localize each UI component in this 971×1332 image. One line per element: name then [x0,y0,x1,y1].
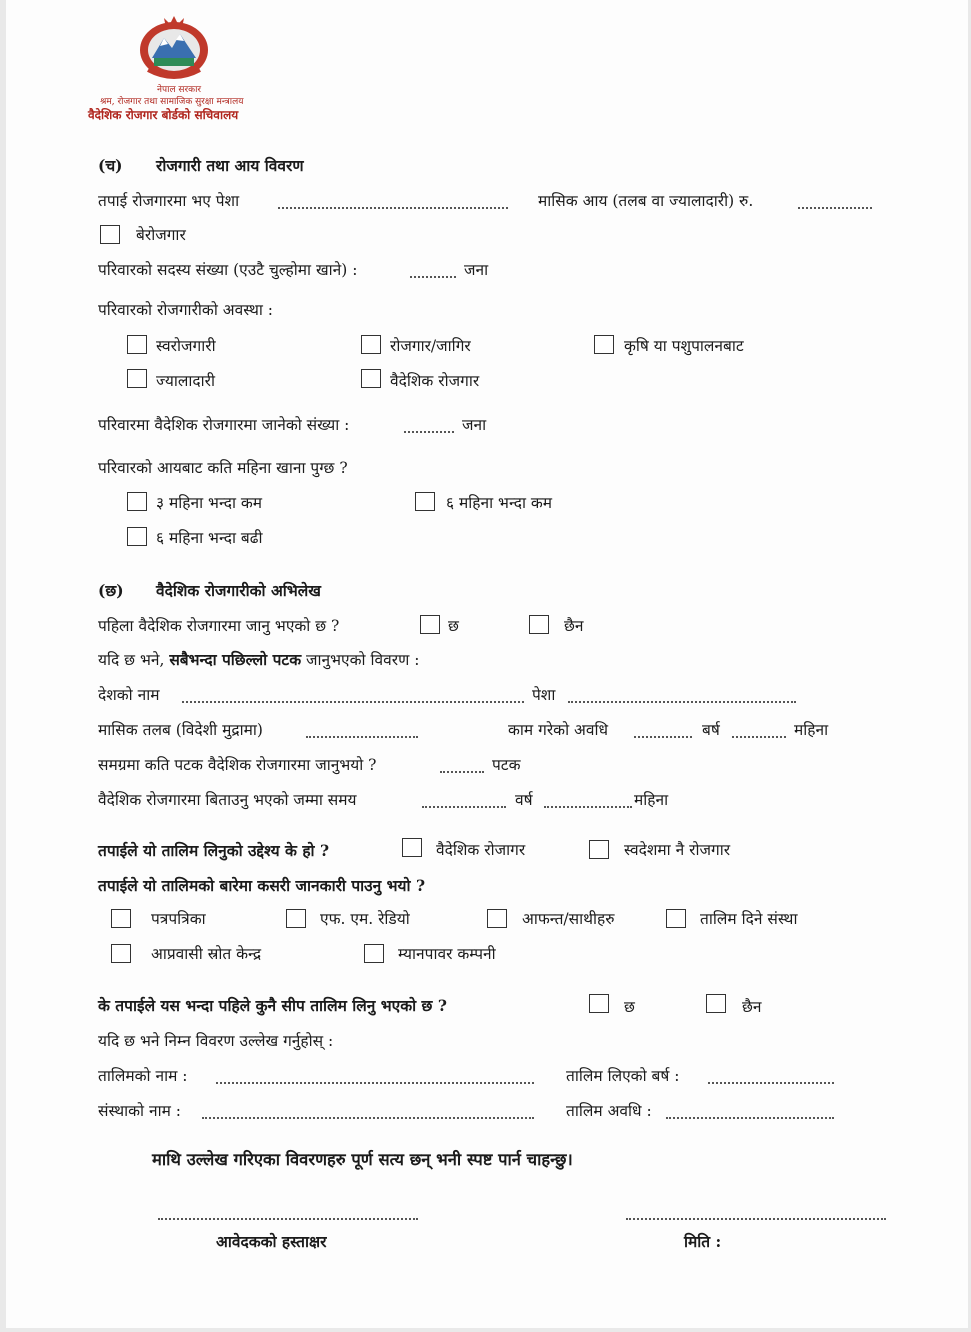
occupation-field[interactable] [278,207,508,209]
job-checkbox[interactable] [361,335,381,354]
if-yes-prefix: यदि छ भने, [98,651,165,669]
if-yes-suffix: जानुभएको विवरण : [306,651,420,669]
if-yes-bold: सबैभन्दा पछिल्लो पटक [169,650,302,669]
no-label: छैन [564,617,584,635]
option-label: एफ. एम. रेडियो [320,910,410,928]
times-unit: पटक [492,756,521,774]
country-label: देशको नाम [98,686,160,704]
prior-training-label: के तपाईले यस भन्दा पहिले कुनै सीप तालिम लिनु भएको छ ? [98,996,447,1015]
if-yes-training-label: यदि छ भने निम्न विवरण उल्लेख गर्नुहोस् : [98,1032,334,1050]
option-label: म्यानपावर कम्पनी [398,945,496,963]
ministry-text: श्रम, रोजगार तथा सामाजिक सुरक्षा मन्त्रालय [100,97,244,107]
less-3-months-checkbox[interactable] [127,492,147,511]
purpose-foreign-checkbox[interactable] [402,838,422,857]
year-label: बर्ष [702,721,720,739]
yes-label: छ [448,617,459,635]
duration-year-field[interactable] [634,736,692,738]
salary-field[interactable] [306,736,418,738]
agriculture-checkbox[interactable] [594,335,614,354]
been-abroad-label: पहिला वैदेशिक रोजगारमा जानु भएको छ ? [98,617,340,635]
salary-label: मासिक तलब (विदेशी मुद्रामा) [98,721,263,739]
unemployed-checkbox[interactable] [100,225,120,244]
option-label: वैदेशिक रोजागर [436,841,526,859]
duration-label: काम गरेको अवधि [508,721,609,739]
office-text: वैदेशिक रोजगार बोर्डको सचिवालय [88,108,239,122]
family-employment-label: परिवारको रोजगारीको अवस्था : [98,301,274,319]
prior-yes-checkbox[interactable] [589,994,609,1013]
option-label: ६ महिना भन्दा बढी [156,529,263,547]
country-field[interactable] [182,701,524,703]
institute-name-field[interactable] [202,1117,534,1119]
yes-label: छ [624,998,635,1016]
option-label: ज्यालादारी [156,372,215,390]
purpose-domestic-checkbox[interactable] [589,840,609,859]
section-cha-title: रोजगारी तथा आय विवरण [156,156,304,175]
total-month-label: महिना [634,791,669,809]
less-6-months-checkbox[interactable] [415,492,435,511]
been-abroad-no-checkbox[interactable] [529,615,549,634]
unemployed-label: बेरोजगार [136,226,186,244]
family-members-unit: जना [464,261,489,279]
training-duration-label: तालिम अवधि : [566,1102,652,1120]
institute-name-label: संस्थाको नाम : [98,1102,181,1120]
prior-no-checkbox[interactable] [706,994,726,1013]
source-label: तपाईले यो तालिमको बारेमा कसरी जानकारी पाउनु भयो ? [98,876,426,895]
option-label: पत्रपत्रिका [151,910,206,928]
option-label: वैदेशिक रोजगार [390,372,480,390]
option-label: ६ महिना भन्दा कम [446,494,553,512]
duration-month-field[interactable] [732,736,786,738]
training-year-field[interactable] [708,1082,834,1084]
newspaper-checkbox[interactable] [111,909,131,928]
family-members-label: परिवारको सदस्य संख्या (एउटै चुल्होमा खाने) : [98,261,358,279]
option-label: रोजगार/जागिर [390,337,471,355]
manpower-company-checkbox[interactable] [364,944,384,963]
signature-label: आवेदकको हस्ताक्षर [216,1232,327,1251]
training-institute-checkbox[interactable] [666,909,686,928]
month-label: महिना [794,721,829,739]
family-abroad-field[interactable] [404,431,454,433]
purpose-label: तपाईले यो तालिम लिनुको उद्देश्य के हो ? [98,841,330,860]
food-months-label: परिवारको आयबाट कति महिना खाना पुग्छ ? [98,459,348,477]
training-duration-field[interactable] [666,1117,834,1119]
monthly-income-label: मासिक आय (तलब वा ज्यालादारी) रु. [538,192,754,210]
no-label: छैन [742,998,762,1016]
fm-radio-checkbox[interactable] [286,909,306,928]
section-chha-marker: (छ) [98,581,124,600]
option-label: आप्रवासी स्रोत केन्द्र [151,945,262,963]
family-members-field[interactable] [410,276,456,278]
profession-label: पेशा [532,686,556,704]
option-label: स्वदेशमा नै रोजगार [624,841,731,859]
monthly-income-field[interactable] [798,207,872,209]
relatives-checkbox[interactable] [487,909,507,928]
wage-labor-checkbox[interactable] [127,369,147,388]
govt-text: नेपाल सरकार [157,85,202,95]
been-abroad-yes-checkbox[interactable] [420,615,440,634]
family-abroad-unit: जना [462,416,487,434]
option-label: कृषि या पशुपालनबाट [624,337,744,355]
occupation-label: तपाई रोजगारमा भए पेशा [98,192,240,210]
total-month-field[interactable] [544,806,632,808]
date-field[interactable] [626,1218,886,1220]
option-label: ३ महिना भन्दा कम [156,494,263,512]
self-employed-checkbox[interactable] [127,335,147,354]
migrant-resource-checkbox[interactable] [111,944,131,963]
times-label: समग्रमा कति पटक वैदेशिक रोजगारमा जानुभयो ? [98,756,377,774]
more-6-months-checkbox[interactable] [127,527,147,546]
foreign-employment-checkbox[interactable] [361,369,381,388]
option-label: आफन्त/साथीहरु [522,910,615,928]
nepal-emblem-icon [134,14,214,84]
option-label: तालिम दिने संस्था [700,910,798,928]
signature-field[interactable] [158,1218,418,1220]
total-time-label: वैदेशिक रोजगारमा बिताउनु भएको जम्मा समय [98,791,357,809]
date-label: मिति : [684,1232,722,1251]
declaration-text: माथि उल्लेख गरिएका विवरणहरु पूर्ण सत्य छन् भनी स्पष्ट पार्न चाहन्छु। [152,1150,573,1169]
section-chha-title: वैदेशिक रोजगारीको अभिलेख [156,581,321,600]
section-cha-marker: (च) [98,156,123,175]
times-field[interactable] [440,771,484,773]
training-name-label: तालिमको नाम : [98,1067,188,1085]
profession-field[interactable] [568,701,796,703]
training-name-field[interactable] [216,1082,534,1084]
family-abroad-label: परिवारमा वैदेशिक रोजगारमा जानेको संख्या : [98,416,350,434]
total-year-label: वर्ष [515,791,533,809]
training-year-label: तालिम लिएको बर्ष : [566,1067,680,1085]
option-label: स्वरोजगारी [156,337,216,355]
form-page [6,0,968,1328]
total-year-field[interactable] [422,806,506,808]
if-yes-line [98,650,419,670]
